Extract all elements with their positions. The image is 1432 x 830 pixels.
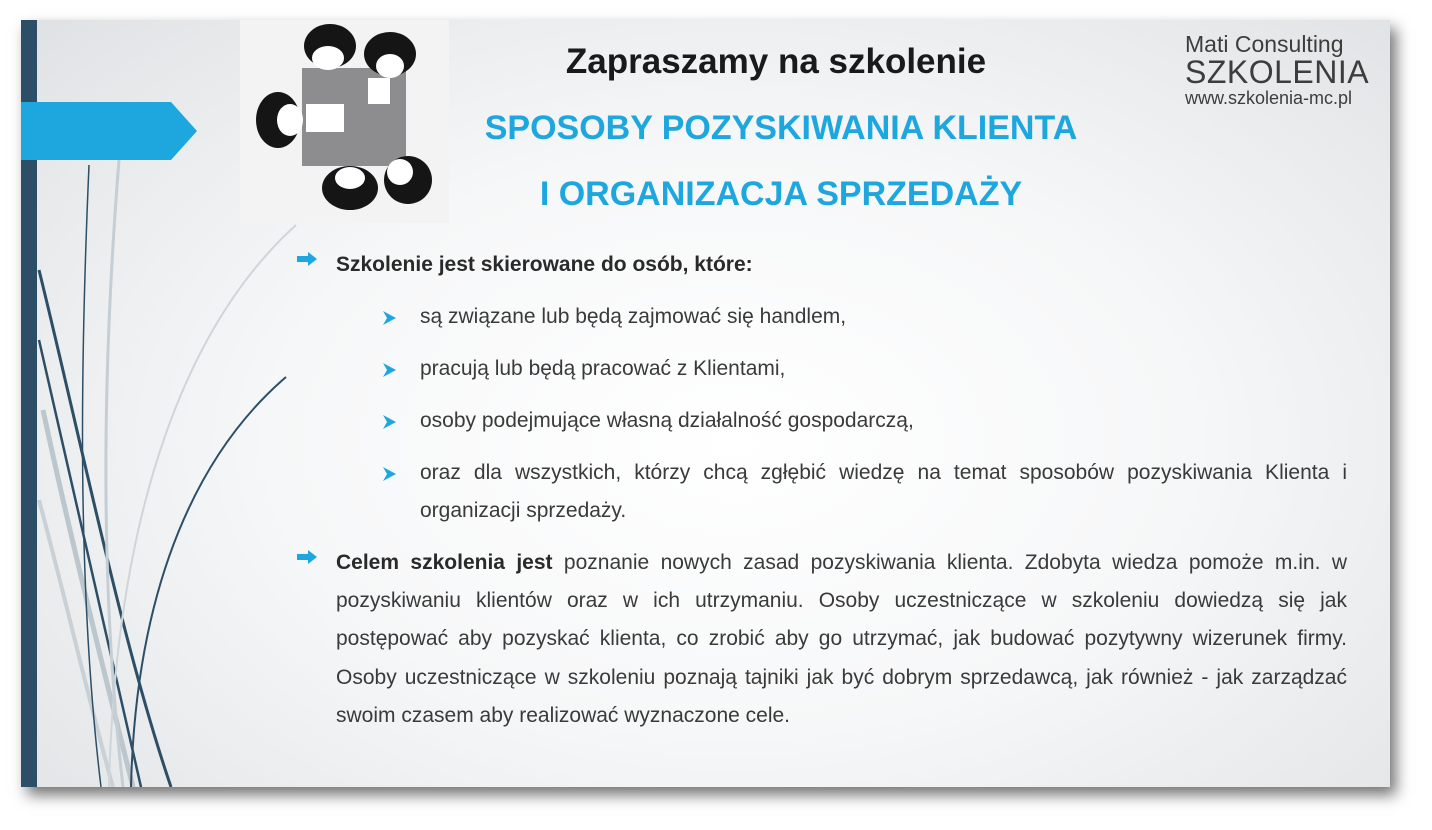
audience-heading: Szkolenie jest skierowane do osób, które:: [336, 253, 753, 276]
meeting-illustration: [240, 20, 449, 223]
goal-lead: Celem szkolenia jest: [336, 551, 553, 574]
list-item: [381, 350, 1347, 388]
slide-content: [297, 246, 1347, 735]
list-item-text: oraz dla wszystkich, którzy chcą zgłębić wiedzę na temat sposobów pozyskiwania Klienta i organizacji sprzedaży.: [420, 461, 1347, 522]
audience-list: [336, 298, 1347, 530]
company-logo: [1185, 31, 1385, 108]
chevron-right-icon: [381, 310, 397, 326]
list-item-text: pracują lub będą pracować z Klientami,: [420, 357, 786, 380]
list-item-text: osoby podejmujące własną działalność gospodarczą,: [420, 409, 914, 432]
chevron-right-icon: [381, 362, 397, 378]
heading-title-line2: I ORGANIZACJA SPRZEDAŻY: [539, 175, 1023, 213]
heading-invitation: Zapraszamy na szkolenie: [565, 42, 987, 81]
list-item-text: są związane lub będą zajmować się handlem,: [420, 305, 847, 328]
bullet-audience: [297, 246, 1347, 530]
arrow-bullet-icon: [297, 252, 317, 266]
slide: [21, 20, 1390, 787]
blue-arrow-tab: [21, 102, 197, 160]
chevron-right-icon: [381, 414, 397, 430]
logo-website-link[interactable]: www.szkolenia-mc.pl: [1185, 88, 1353, 108]
heading-title-line1: SPOSOBY POZYSKIWANIA KLIENTA: [484, 109, 1078, 147]
logo-brand: SZKOLENIA: [1185, 54, 1370, 90]
list-item: [381, 402, 1347, 440]
list-item: [381, 298, 1347, 336]
bullet-goal: [297, 544, 1347, 735]
chevron-right-icon: [381, 466, 397, 482]
arrow-bullet-icon: [297, 550, 317, 564]
goal-paragraph: [336, 544, 1347, 735]
goal-text: poznanie nowych zasad pozyskiwania klienta. Zdobyta wiedza pomoże m.in. w pozyskiwaniu klientów oraz w ich utrzymaniu. Osoby uczestniczące w szkoleniu dowiedzą się jak postępować aby pozyskać klienta, co zrobić aby go utrzymać, jak budować pozytywny wizerunek firmy. Osoby uczestniczące w szkoleniu poznają tajniki jak być dobrym sprzedawcą, jak również - jak zarządzać swoim czasem aby realizować wyznaczone cele.: [336, 551, 1347, 727]
logo-company-name: Mati Consulting: [1185, 31, 1344, 57]
list-item: [381, 454, 1347, 530]
